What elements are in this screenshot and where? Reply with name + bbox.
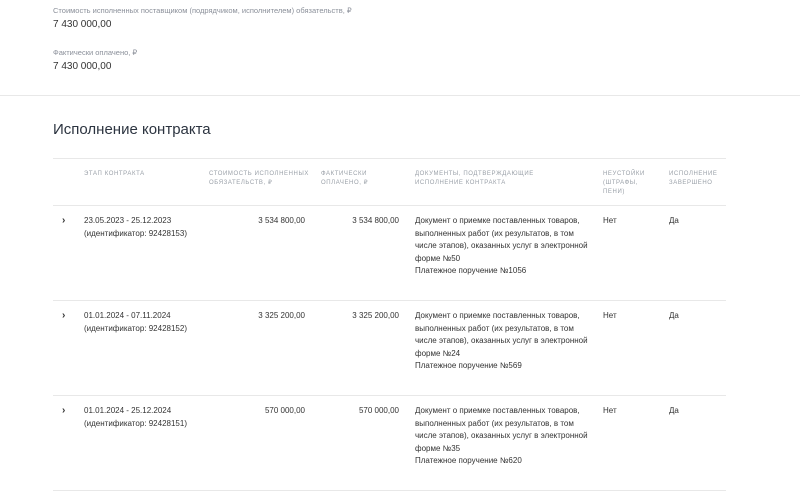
chevron-right-icon[interactable]: ›	[62, 405, 66, 416]
chevron-right-icon[interactable]: ›	[62, 310, 66, 321]
col-paid: ФАКТИЧЕСКИ ОПЛАЧЕНО, ₽	[321, 171, 369, 186]
table-row	[53, 301, 726, 396]
done-cell: Да	[669, 311, 679, 320]
stage-period: 23.05.2023 - 25.12.2023	[84, 216, 172, 225]
table-row	[53, 396, 726, 491]
penalty-cell: Нет	[603, 406, 617, 415]
table-header	[53, 158, 726, 206]
penalty-cell: Нет	[603, 311, 617, 320]
col-cost: СТОИМОСТЬ ИСПОЛНЕННЫХ ОБЯЗАТЕЛЬСТВ, ₽	[209, 171, 309, 186]
doc-text[interactable]: Документ о приемке поставленных товаров, выполненных работ (их результатов, в том числе этапов), оказанных услуг в электронной форме №24	[415, 311, 588, 358]
section-title: Исполнение контракта	[53, 121, 211, 138]
stage-cell	[84, 310, 187, 335]
payment-text[interactable]: Платежное поручение №620	[415, 456, 522, 465]
penalty-cell: Нет	[603, 216, 617, 225]
paid-cell: 3 325 200,00	[352, 311, 399, 320]
done-cell: Да	[669, 216, 679, 225]
paid-value: 7 430 000,00	[53, 61, 112, 72]
cost-cell: 3 325 200,00	[258, 311, 305, 320]
cost-label: Стоимость исполненных поставщиком (подрядчиком, исполнителем) обязательств, ₽	[53, 6, 352, 15]
docs-cell	[415, 310, 595, 373]
paid-cell: 570 000,00	[358, 406, 399, 415]
docs-cell	[415, 215, 595, 278]
cost-value: 7 430 000,00	[53, 19, 112, 30]
col-penalty: НЕУСТОЙКИ (ШТРАФЫ, ПЕНИ)	[603, 171, 645, 195]
payment-text[interactable]: Платежное поручение №1056	[415, 266, 527, 275]
stage-id: (идентификатор: 92428151)	[84, 418, 187, 428]
cost-cell: 3 534 800,00	[258, 216, 305, 225]
stage-cell	[84, 215, 187, 240]
doc-text[interactable]: Документ о приемке поставленных товаров, выполненных работ (их результатов, в том числе этапов), оказанных услуг в электронной форме №35	[415, 406, 588, 453]
done-cell: Да	[669, 406, 679, 415]
paid-label: Фактически оплачено, ₽	[53, 48, 138, 57]
col-docs: ДОКУМЕНТЫ, ПОДТВЕРЖДАЮЩИЕ ИСПОЛНЕНИЕ КОНТРАКТА	[415, 171, 534, 186]
stage-period: 01.01.2024 - 07.11.2024	[84, 311, 171, 320]
doc-text[interactable]: Документ о приемке поставленных товаров, выполненных работ (их результатов, в том числе этапов), оказанных услуг в электронной форме №50	[415, 216, 588, 263]
execution-table	[53, 158, 726, 491]
paid-cell: 3 534 800,00	[352, 216, 399, 225]
cost-cell: 570 000,00	[264, 406, 305, 415]
payment-text[interactable]: Платежное поручение №569	[415, 361, 522, 370]
summary-block	[0, 0, 800, 96]
chevron-right-icon[interactable]: ›	[62, 215, 66, 226]
stage-period: 01.01.2024 - 25.12.2024	[84, 406, 172, 415]
stage-id: (идентификатор: 92428153)	[84, 228, 187, 238]
stage-id: (идентификатор: 92428152)	[84, 323, 187, 333]
docs-cell	[415, 405, 595, 468]
col-stage: ЭТАП КОНТРАКТА	[84, 171, 145, 177]
stage-cell	[84, 405, 187, 430]
col-done: ИСПОЛНЕНИЕ ЗАВЕРШЕНО	[669, 171, 718, 186]
table-row	[53, 206, 726, 301]
